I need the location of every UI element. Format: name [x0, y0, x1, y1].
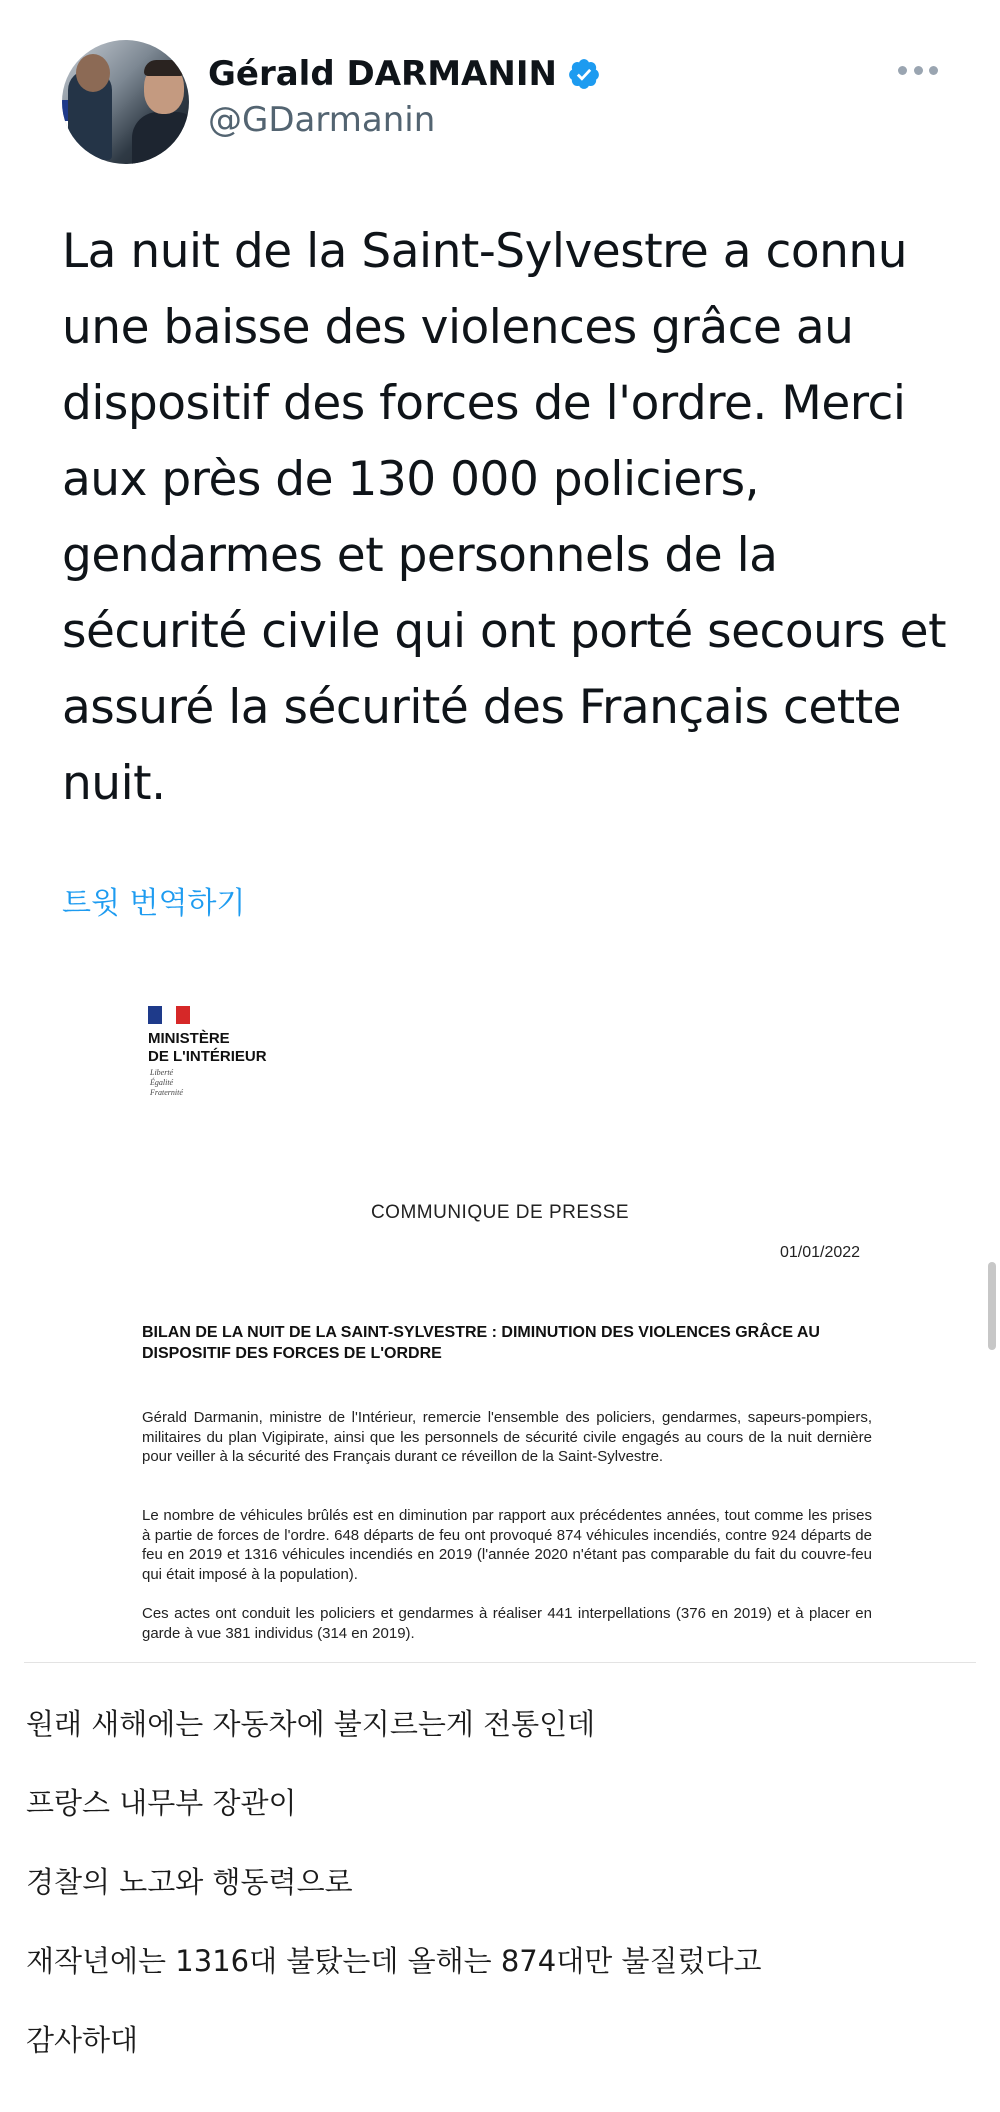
press-release-paragraph: Gérald Darmanin, ministre de l'Intérieur, remercie l'ensemble des policiers, gendarmes, sapeurs-pompiers, militaires du plan Vigipirate, ainsi que les personnels de sécurité civile engagés au cours de la nuit dernière pour veiller à la sécurité des Français durant ce réveillon de la Saint-Sylvestre.	[142, 1409, 872, 1465]
ministry-name: MINISTÈRE DE L'INTÉRIEUR	[148, 1030, 267, 1065]
ministry-motto: Liberté Égalité Fraternité	[150, 1068, 183, 1097]
marianne-logo	[148, 1006, 190, 1024]
comment-line: 경찰의 노고와 행동력으로	[26, 1865, 353, 1899]
comment-line: 프랑스 내무부 장관이	[26, 1786, 297, 1820]
author-name[interactable]: Gérald DARMANIN	[208, 54, 557, 94]
verified-badge-icon	[567, 57, 601, 91]
press-release-date: 01/01/2022	[780, 1244, 861, 1261]
avatar[interactable]	[62, 40, 189, 164]
tweet-text: La nuit de la Saint-Sylvestre a connu une baisse des violences grâce au dispositif des forces de l'ordre. Merci aux près de 130 000 policiers, gendarmes et personnels de la sécurité civile qui ont porté secours et assuré la sécurité des Français cette nuit.	[62, 224, 946, 811]
more-options-icon[interactable]	[898, 58, 938, 82]
comment-line: 재작년에는 1316대 불탔는데 올해는 874대만 불질렀다고	[26, 1944, 762, 1978]
press-release-paragraph: Ces actes ont conduit les policiers et gendarmes à réaliser 441 interpellations (376 en 2019) et à placer en garde à vue 381 individus (314 en 2019).	[142, 1605, 872, 1642]
scrollbar[interactable]	[988, 1262, 996, 1350]
press-release-paragraph: Le nombre de véhicules brûlés est en diminution par rapport aux précédentes années, tout comme les prises à partie de forces de l'ordre. 648 départs de feu ont provoqué 874 véhicules incendiés, contre 924 départs de feu en 2019 et 1316 véhicules incendiés en 2019 (l'année 2020 n'étant pas comparable du fait du couvre-feu qui était imposé à la population).	[142, 1507, 872, 1583]
author-handle[interactable]: @GDarmanin	[208, 100, 436, 140]
press-release-heading: BILAN DE LA NUIT DE LA SAINT-SYLVESTRE : DIMINUTION DES VIOLENCES GRÂCE AU DISPOSITIF DES FORCES DE L'ORDRE	[142, 1324, 820, 1362]
author-name-row[interactable]	[208, 54, 601, 94]
divider	[24, 1662, 976, 1663]
comment-line: 원래 새해에는 자동차에 불지르는게 전통인데	[26, 1707, 596, 1741]
press-release-title: COMMUNIQUE DE PRESSE	[370, 1202, 630, 1223]
translate-tweet-link[interactable]: 트윗 번역하기	[62, 886, 246, 921]
comment-line: 감사하대	[26, 2023, 139, 2057]
